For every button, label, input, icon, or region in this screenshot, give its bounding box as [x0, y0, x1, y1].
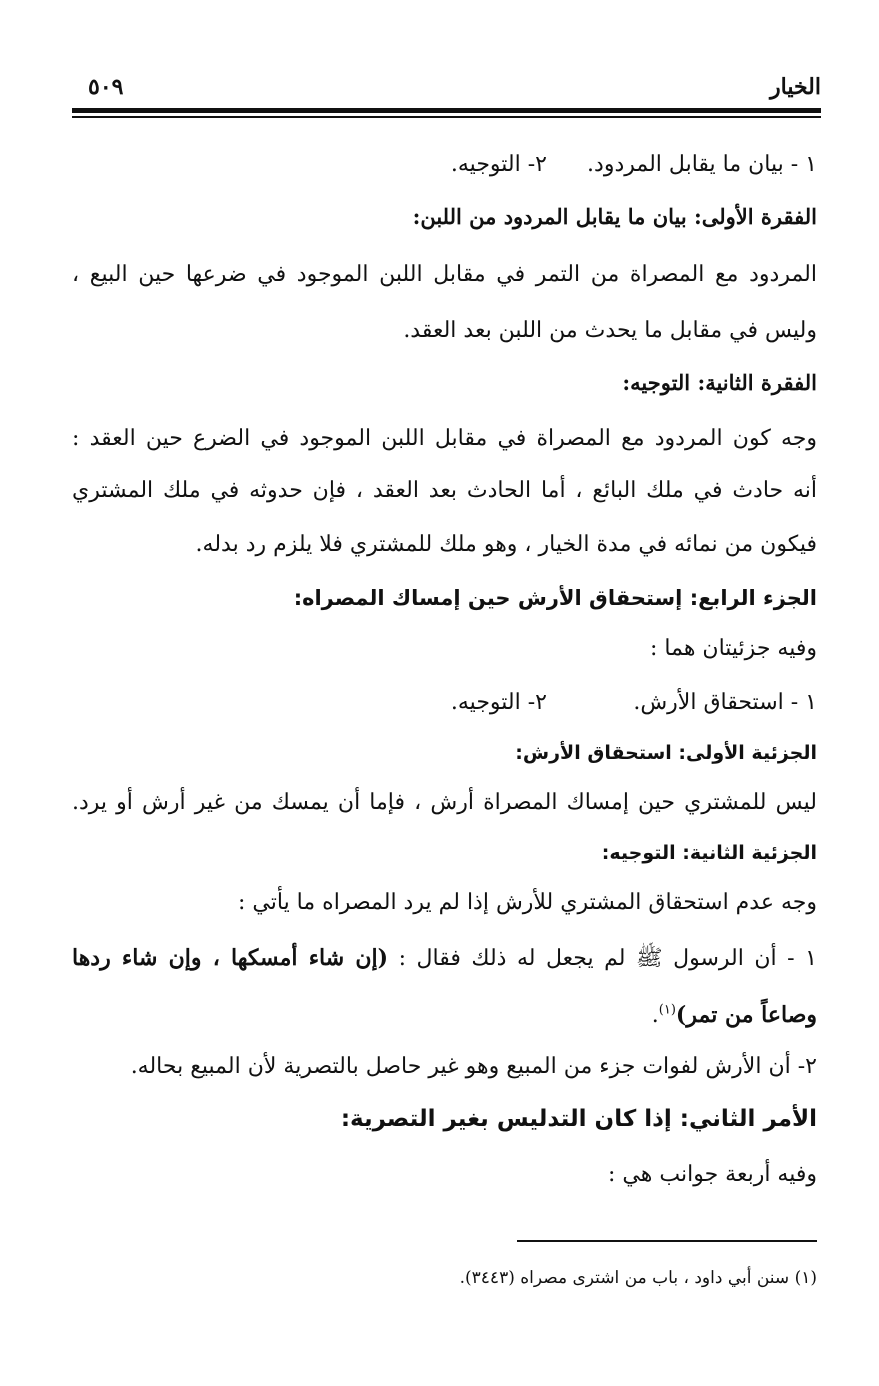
matter-2-heading: الأمر الثاني: إذا كان التدليس بغير التصرية:	[340, 1106, 817, 1132]
footnote-rule	[517, 1240, 817, 1242]
sub-1-line-1: ليس للمشتري حين إمساك المصراة أرش ، فإما أن يمسك من غير أرش أو يرد.	[72, 790, 817, 815]
header-rule-thin	[72, 116, 821, 118]
section-2-heading: الفقرة الثانية: التوجيه:	[622, 370, 817, 395]
part-4-heading: الجزء الرابع: إستحقاق الأرش حين إمساك المصراه:	[293, 586, 817, 610]
list-2	[297, 690, 817, 724]
sub-2-point-1-line-1	[72, 944, 817, 976]
sub-2-point-2: ٢- أن الأرش لفوات جزء من المبيع وهو غير حاصل بالتصرية لأن المبيع بحاله.	[130, 1054, 817, 1079]
sub-1-heading: الجزئية الأولى: استحقاق الأرش:	[515, 742, 817, 764]
page-number: ٥٠٩	[88, 74, 124, 100]
list-1-item-1: ١ - بيان ما يقابل المردود.	[587, 152, 817, 177]
list-1	[297, 152, 817, 186]
section-1-heading: الفقرة الأولى: بيان ما يقابل المردود من اللبن:	[412, 204, 817, 229]
sub-2-line-1: وجه عدم استحقاق المشتري للأرش إذا لم يرد المصراه ما يأتي :	[238, 890, 817, 915]
sub-2-point-1-line-2	[652, 1002, 817, 1028]
section-2-line-2: أنه حادث في ملك البائع ، أما الحادث بعد العقد ، فإن حدوثه في ملك المشتري	[72, 478, 817, 503]
sub-2-heading: الجزئية الثانية: التوجيه:	[601, 842, 817, 864]
section-2-line-3: فيكون من نمائه في مدة الخيار ، وهو ملك للمشتري فلا يلزم رد بدله.	[195, 532, 817, 557]
section-1-line-1: المردود مع المصراة من التمر في مقابل اللبن الموجود في ضرعها حين البيع ،	[72, 262, 817, 287]
matter-2-intro: وفيه أربعة جوانب هي :	[608, 1162, 817, 1187]
list-1-item-2: ٢- التوجيه.	[450, 152, 547, 177]
footnote-text: (١) سنن أبي داود ، باب من اشترى مصراه (٣٤٤٣).	[459, 1268, 817, 1288]
hadith-quote-end: وصاعاً من تمر)	[675, 1002, 817, 1028]
hadith-quote-start: (إن شاء أمسكها ، وإن شاء ردها	[72, 945, 389, 971]
footnote-ref: (١)	[658, 1002, 676, 1018]
part-4-intro: وفيه جزئيتان هما :	[650, 636, 817, 661]
list-2-item-1: ١ - استحقاق الأرش.	[633, 690, 817, 715]
point-1-period: .	[651, 1003, 659, 1028]
section-1-line-2: وليس في مقابل ما يحدث من اللبن بعد العقد.	[403, 318, 817, 343]
sub-2-point-1-text: ١ - أن الرسول ﷺ لم يجعل له ذلك فقال :	[398, 946, 817, 971]
section-2-line-1: وجه كون المردود مع المصراة في مقابل اللبن الموجود في الضرع حين العقد :	[72, 426, 817, 451]
list-2-item-2: ٢- التوجيه.	[450, 690, 547, 715]
running-header-title: الخيار	[770, 74, 821, 100]
header-rule-thick	[72, 108, 821, 113]
